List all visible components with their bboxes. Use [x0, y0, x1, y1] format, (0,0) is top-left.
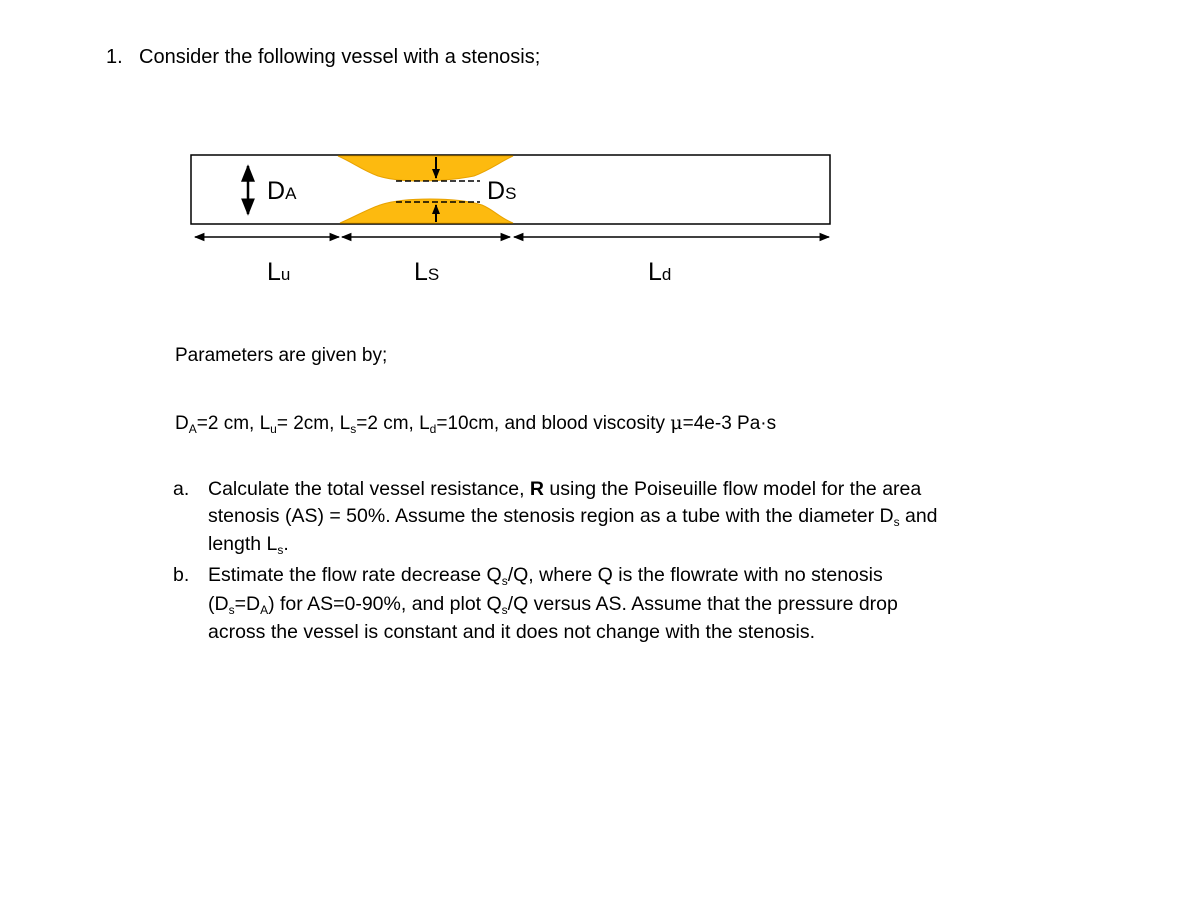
part-b-line-3: across the vessel is constant and it does not change with the stenosis.	[208, 621, 816, 643]
parameters-line: $D_A=2$ cm, $L_u= 2cm$, $L_s=2$ cm, $L_d=10cm$, and blood viscosity μ=4e-3 Pa·s	[175, 412, 777, 436]
part-a-marker: a.	[173, 478, 190, 500]
part-b-line-1: Estimate the flow rate decrease $Q_s/Q$, where Q is the flowrate with no stenosis	[208, 564, 883, 588]
part-a-line-2: stenosis (AS) = 50%. Assume the stenosis region as a tube with the diameter $D_s$ and	[208, 504, 938, 529]
part-a-line-3: length $L_s$.	[208, 533, 289, 557]
part-a-line-1: Calculate the total vessel resistance, R using the Poiseuille flow model for the area	[208, 478, 922, 500]
question-text: Consider the following vessel with a stenosis;	[139, 46, 541, 68]
parameters-heading: Parameters are given by;	[175, 345, 388, 366]
label-ls: LS	[414, 258, 440, 286]
label-ld: Ld	[648, 258, 672, 286]
label-lu: Lu	[267, 258, 291, 286]
question-number: 1.	[106, 46, 123, 68]
part-b-marker: b.	[173, 564, 190, 586]
part-a	[173, 476, 1103, 560]
label-ds: DS	[487, 177, 517, 205]
part-b	[173, 562, 1103, 646]
part-b-line-2: $(D_s=D_A)$ for AS=0-90%, and plot $Q_s/Q$ versus AS. Assume that the pressure drop	[208, 592, 898, 617]
mu-symbol: μ	[670, 412, 683, 434]
label-da: DA	[267, 177, 297, 205]
